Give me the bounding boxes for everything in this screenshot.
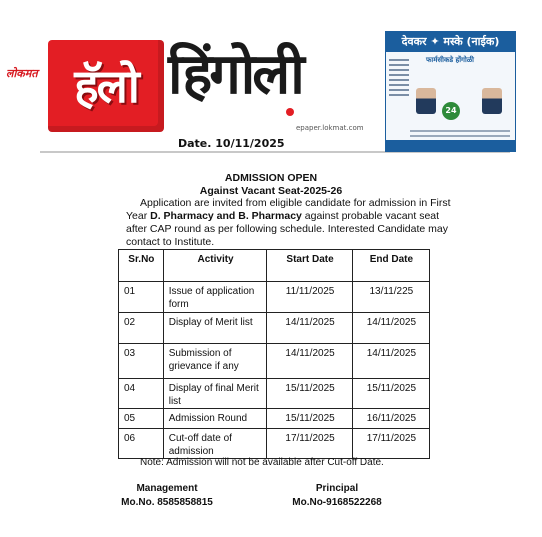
logo-word: हॅलो xyxy=(74,59,138,113)
ad-portrait-image xyxy=(416,88,436,114)
end-date-cell: 17/11/2025 xyxy=(352,429,429,459)
admission-schedule-table xyxy=(118,249,430,459)
start-date-cell: 14/11/2025 xyxy=(267,344,352,379)
activity-cell: Admission Round xyxy=(163,409,267,429)
ad-badge: 24 xyxy=(442,102,460,120)
table-row xyxy=(119,313,430,344)
start-date-cell: 15/11/2025 xyxy=(267,409,352,429)
ad-footer-bar xyxy=(386,140,515,151)
intro-courses: D. Pharmacy and B. Pharmacy xyxy=(150,210,302,222)
activity-cell: Display of final Merit list xyxy=(163,379,267,409)
sr-cell: 06 xyxy=(119,429,164,459)
edition-name: हिंगोली xyxy=(168,42,302,107)
principal-signature xyxy=(282,482,392,510)
notice-intro xyxy=(126,197,456,249)
epaper-url: epaper.lokmat.com xyxy=(296,124,364,132)
logo-dot-icon xyxy=(286,108,294,116)
sr-cell: 05 xyxy=(119,409,164,429)
table-row xyxy=(119,429,430,459)
notice-note: Note: Admission will not be available after Cut-off Date. xyxy=(140,457,384,468)
table-row xyxy=(119,409,430,429)
start-date-cell: 14/11/2025 xyxy=(267,313,352,344)
newspaper-logo xyxy=(48,40,164,132)
activity-cell: Display of Merit list xyxy=(163,313,267,344)
management-label: Management xyxy=(136,483,198,494)
ad-text-column xyxy=(389,56,409,99)
end-date-cell: 14/11/2025 xyxy=(352,344,429,379)
management-phone: Mo.No. 8585858815 xyxy=(121,497,213,508)
ad-subtitle: फार्मसीकडे होंगोळी xyxy=(426,56,474,64)
issue-date: Date. 10/11/2025 xyxy=(178,137,285,150)
start-date-cell: 15/11/2025 xyxy=(267,379,352,409)
end-date-cell: 13/11/225 xyxy=(352,282,429,313)
table-header-row xyxy=(119,250,430,282)
end-date-cell: 15/11/2025 xyxy=(352,379,429,409)
end-date-cell: 16/11/2025 xyxy=(352,409,429,429)
intro-text-cont: against probable vacant seat after CAP round as per following schedule. Interested Candidate may contact to Institute. xyxy=(126,210,448,248)
table-row xyxy=(119,282,430,313)
column-header-start-date: Start Date xyxy=(267,250,352,282)
column-header-sr: Sr.No xyxy=(119,250,164,282)
notice-heading: ADMISSION OPEN xyxy=(224,172,318,184)
column-header-activity: Activity xyxy=(163,250,267,282)
end-date-cell: 14/11/2025 xyxy=(352,313,429,344)
sr-cell: 04 xyxy=(119,379,164,409)
table-row xyxy=(119,379,430,409)
activity-cell: Issue of application form xyxy=(163,282,267,313)
management-signature xyxy=(112,482,222,510)
start-date-cell: 17/11/2025 xyxy=(267,429,352,459)
notice-subheading: Against Vacant Seat-2025-26 xyxy=(199,185,343,197)
sr-cell: 02 xyxy=(119,313,164,344)
ad-title: देवकर ✦ मस्के (नाईक) xyxy=(386,32,515,52)
sr-cell: 03 xyxy=(119,344,164,379)
advertisement-box xyxy=(385,31,516,152)
start-date-cell: 11/11/2025 xyxy=(267,282,352,313)
activity-cell: Cut-off date of admission xyxy=(163,429,267,459)
table-row xyxy=(119,344,430,379)
activity-cell: Submission of grievance if any xyxy=(163,344,267,379)
ad-portrait-image xyxy=(482,88,502,114)
principal-label: Principal xyxy=(315,483,359,494)
newspaper-masthead xyxy=(0,0,542,160)
sr-cell: 01 xyxy=(119,282,164,313)
column-header-end-date: End Date xyxy=(352,250,429,282)
intro-text: Application are invited from eligible candidate for admission in First Year xyxy=(126,197,451,222)
principal-phone: Mo.No-9168522268 xyxy=(292,497,382,508)
publisher-logo-text: लोकमत xyxy=(6,67,38,80)
